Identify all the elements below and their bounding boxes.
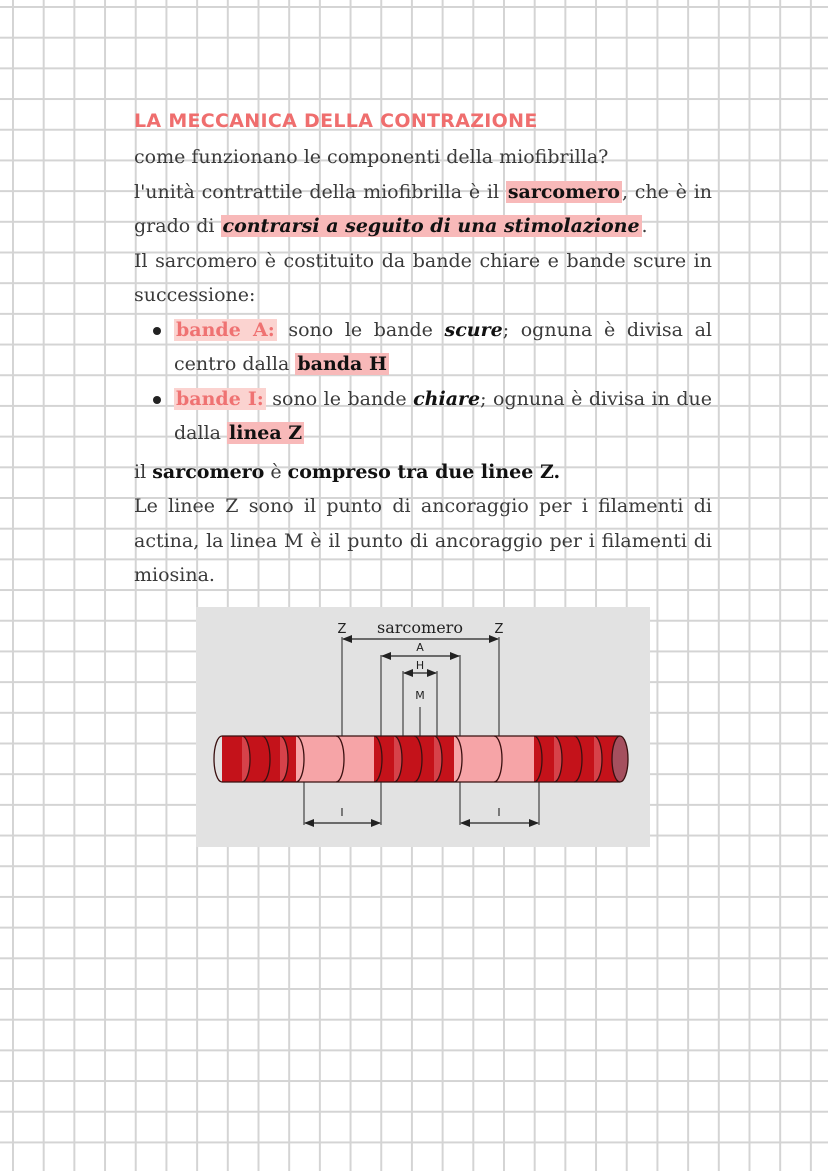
text-segment: sono le bande xyxy=(276,318,445,341)
text-segment: l'unità contrattile della miofibrilla è il xyxy=(134,180,506,203)
highlight-sarcomero: sarcomero xyxy=(507,180,620,203)
band-light-left xyxy=(296,736,374,782)
label-a: A xyxy=(416,641,424,654)
highlight-banda-h: banda H xyxy=(297,353,387,375)
label-sarcomero: sarcomero xyxy=(377,618,463,637)
paragraph-bands: Il sarcomero è costituito da bande chiare e bande scure in successione: xyxy=(134,249,712,306)
text-segment: ; ognuna è divisa in due dalla xyxy=(174,387,712,444)
text-segment: ; ognuna è divisa al centro dalla xyxy=(174,318,712,375)
band-dark-right xyxy=(534,736,620,782)
highlight-contrarsi: contrarsi a seguito di una stimolazione xyxy=(222,215,640,237)
cylinder-end-cap xyxy=(612,736,628,782)
emphasis-chiare: chiare xyxy=(413,387,481,410)
intro-question: come funzionano le componenti della miofibrilla? xyxy=(134,146,609,168)
page-title: LA MECCANICA DELLA CONTRAZIONE xyxy=(134,110,538,132)
bold-compreso: compreso tra due linee Z. xyxy=(287,460,561,483)
label-bande-i: bande I: xyxy=(176,387,264,410)
disc-line xyxy=(214,736,222,782)
highlight-linea-z: linea Z xyxy=(229,422,303,444)
label-i-left: I xyxy=(340,806,344,819)
paragraph-sarcomere-unit xyxy=(134,175,712,244)
paragraph-anchoring: Le linee Z sono il punto di ancoraggio per i filamenti di actina, la linea M è il punto di ancoraggio per i filamenti di miosina. xyxy=(134,495,712,586)
label-z-right: Z xyxy=(494,622,504,637)
text-segment: sono le bande xyxy=(265,387,414,410)
paragraph-sarcomere-z xyxy=(134,455,712,490)
myofibril-cylinder xyxy=(214,736,628,782)
text-segment: , che è in grado di xyxy=(134,180,713,237)
label-z-left: Z xyxy=(337,622,347,637)
page-content xyxy=(134,104,712,593)
list-item-bande-a xyxy=(174,313,712,382)
label-i-right: I xyxy=(497,806,501,819)
band-light-right xyxy=(454,736,534,782)
emphasis-scure: scure xyxy=(444,318,503,341)
bold-sarcomero: sarcomero xyxy=(152,460,265,483)
bands-list xyxy=(134,313,712,451)
label-m: M xyxy=(415,689,425,702)
text-segment: . xyxy=(641,215,648,237)
text-segment: il xyxy=(134,460,153,483)
sarcomere-diagram xyxy=(196,607,650,847)
text-segment: è xyxy=(264,460,288,483)
list-item-bande-i xyxy=(174,382,712,451)
label-h: H xyxy=(415,659,425,672)
sarcomere-svg xyxy=(196,607,650,847)
label-bande-a: bande A: xyxy=(176,318,275,341)
